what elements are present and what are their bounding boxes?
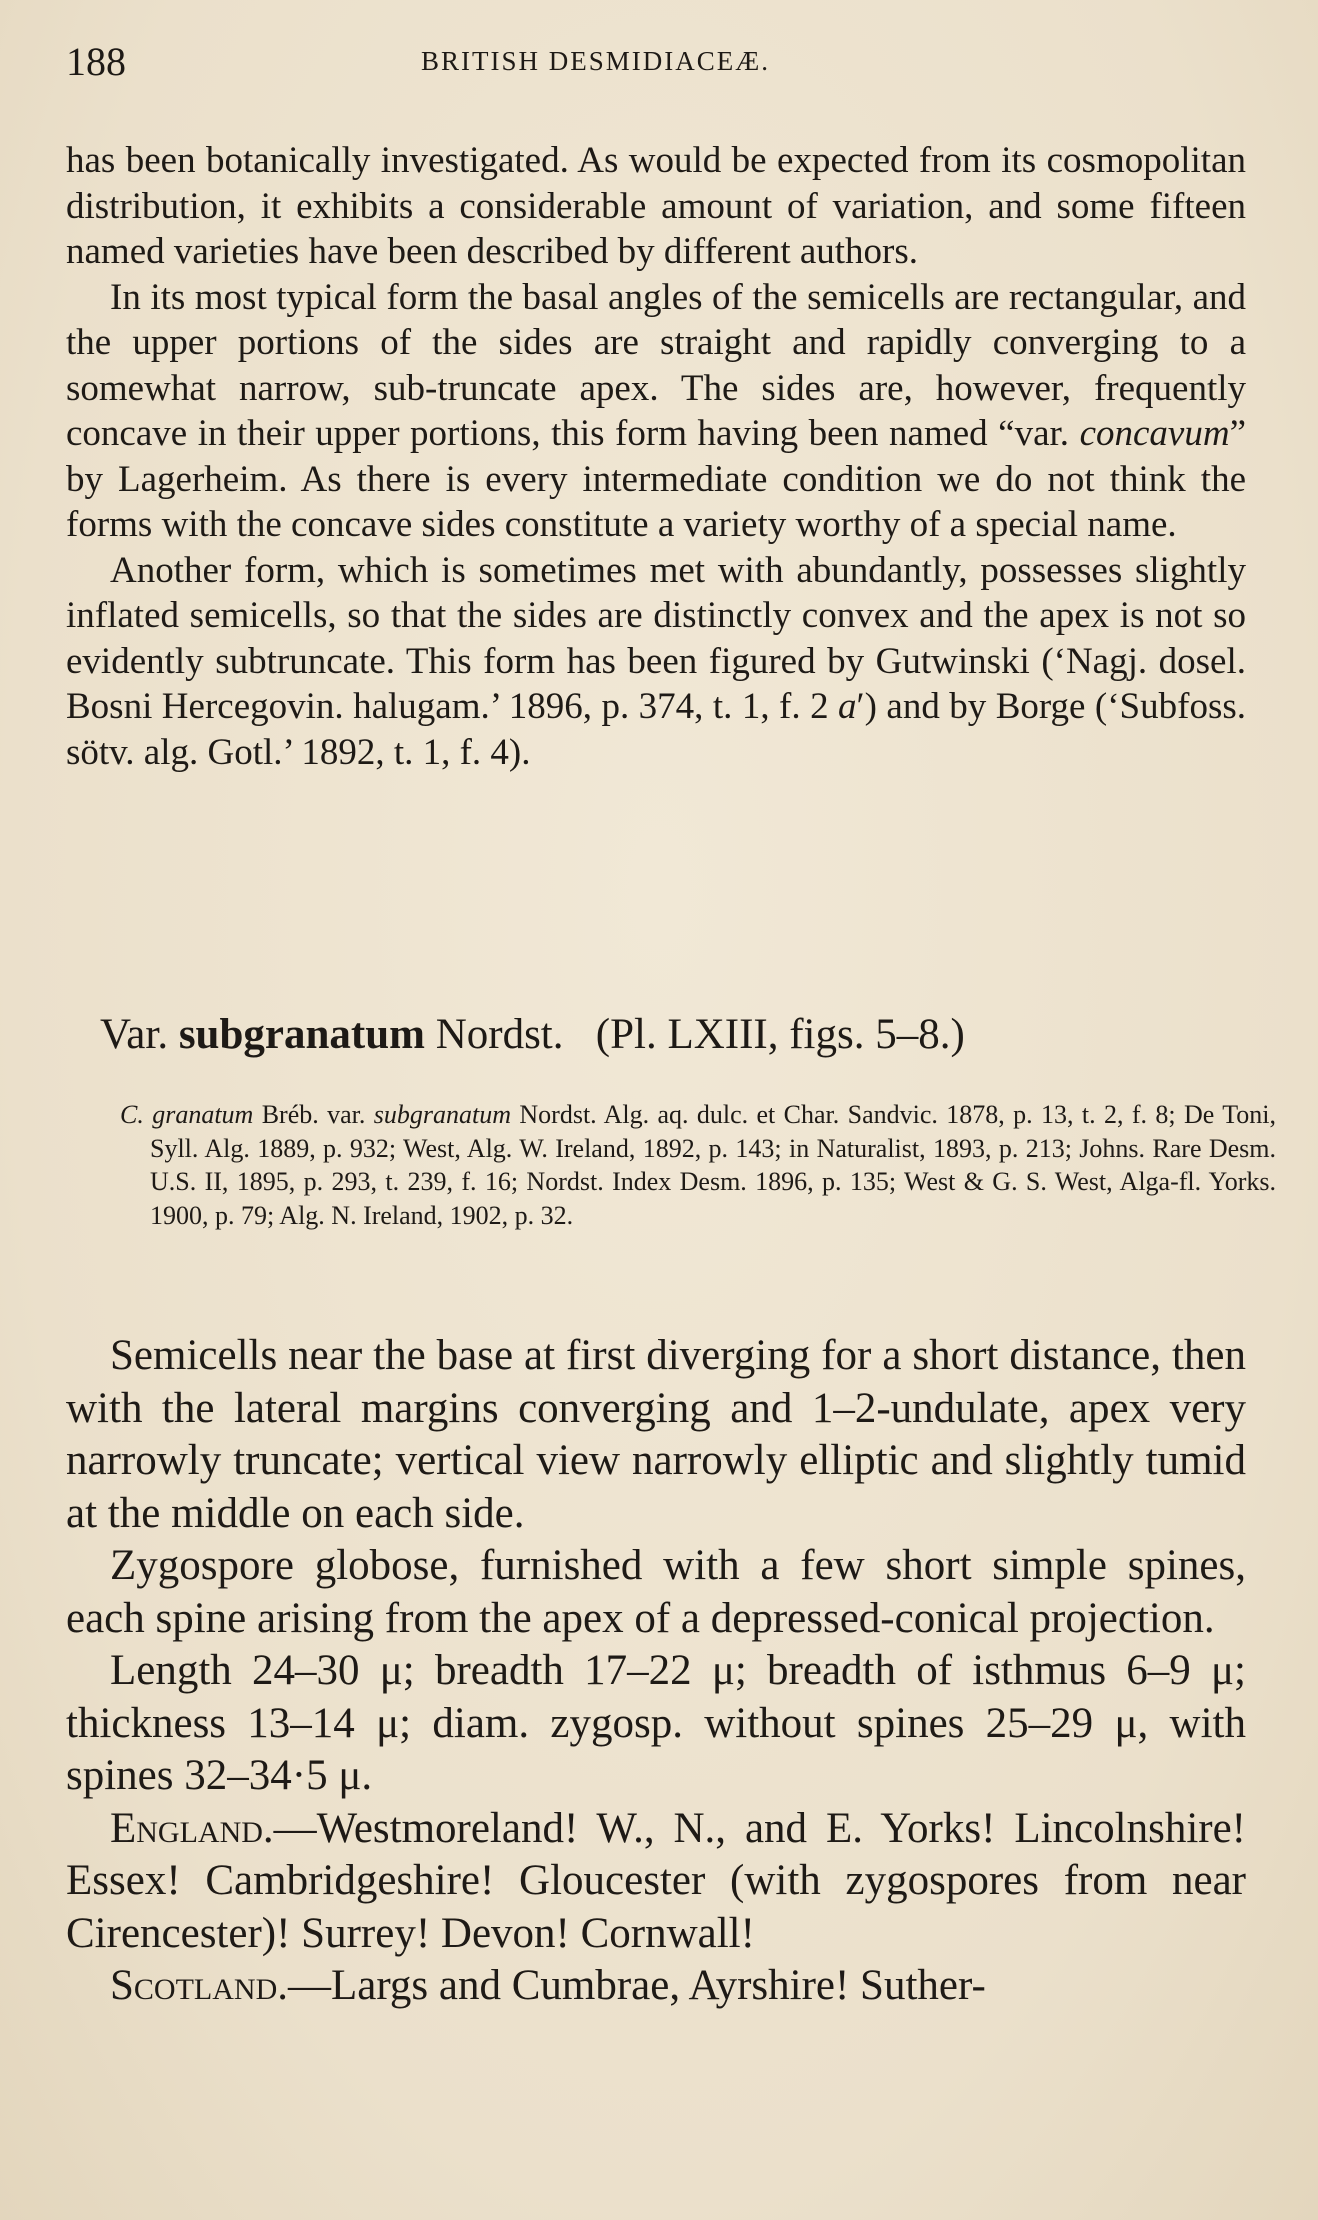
semicells-description: Semicells near the base at first diverging for a short distance, then with the lateral margins converging and 1–2-undulate, apex very narrowly truncate; vertical view narrowly elliptic and slightly tumid at the middle on each side. (66, 1332, 1246, 1537)
measurements: Length 24–30 μ; breadth 17–22 μ; breadth of isthmus 6–9 μ; thickness 13–14 μ; diam. zygosp. without spines 25–29 μ, with spines 32–34·5 μ. (66, 1647, 1246, 1799)
variety-heading (100, 1010, 1240, 1059)
variety-author: Nordst. (435, 1011, 564, 1058)
intro-paragraph-2: In its most typical form the basal angles of the semicells are rectangular, and the upper portions of the sides are straight and rapidly converging to a somewhat narrow, sub-truncate apex. The sides are, however, frequently concave in their upper portions, this form having been named “var. concavum” by Lagerheim. As there is every intermediate condition we do not think the forms with the concave sides constitute a variety worthy of a special name. (66, 276, 1246, 545)
intro-paragraph-3: Another form, which is sometimes met with abundantly, possesses slightly inflated semicells, so that the sides are distinctly convex and the apex is not so evidently subtruncate. This form has been figured by Gutwinski (‘Nagj. dosel. Bosni Hercegovin. halugam.’ 1896, p. 374, t. 1, f. 2 a′) and by Borge (‘Subfoss. sötv. alg. Gotl.’ 1892, t. 1, f. 4). (66, 549, 1247, 773)
scotland-label: Scotland. (110, 1962, 288, 2009)
intro-paragraph-1: has been botanically investigated. As would be expected from its cosmopolitan distribution, it exhibits a considerable amount of variation, and some fifteen named varieties have been described by different authors. (66, 140, 1246, 272)
distribution-england: England.—Westmoreland! W., N., and E. Yorks! Lincolnshire! Essex! Cambridgeshire! Gloucester (with zygospores from near Cirencester)! Surrey! Devon! Cornwall! (66, 1804, 1246, 1957)
page-number: 188 (66, 39, 126, 84)
synonymy-citation: C. granatum Bréb. var. subgranatum Nordst. Alg. aq. dulc. et Char. Sandvic. 1878, p. 13, t. 2, f. 8; De Toni, Syll. Alg. 1889, p. 932; West, Alg. W. Ireland, 1892, p. 143; in Naturalist, 1893, p. 213; Johns. Rare Desm. U.S. II, 1895, p. 293, t. 239, f. 16; Nordst. Index Desm. 1896, p. 135; West & G. S. West, Alga-fl. Yorks. 1900, p. 79; Alg. N. Ireland, 1902, p. 32. (120, 1100, 1276, 1230)
variety-prefix: Var. (100, 1011, 169, 1058)
distribution-scotland: Scotland.—Largs and Cumbrae, Ayrshire! Suther- (110, 1962, 986, 2009)
variety-name: subgranatum (178, 1011, 425, 1058)
page-header (66, 38, 1246, 98)
intro-text (66, 138, 1246, 775)
description-text (66, 1330, 1246, 2013)
plate-reference: (Pl. LXIII, figs. 5–8.) (595, 1011, 965, 1058)
zygospore-description: Zygospore globose, furnished with a few short simple spines, each spine arising from the apex of a depressed-conical projection. (66, 1542, 1246, 1642)
england-label: England. (110, 1804, 274, 1852)
running-title: BRITISH DESMIDIACEÆ. (421, 46, 771, 76)
var-concavum-name: concavum (1079, 413, 1230, 454)
figure-letter: a (838, 686, 857, 727)
